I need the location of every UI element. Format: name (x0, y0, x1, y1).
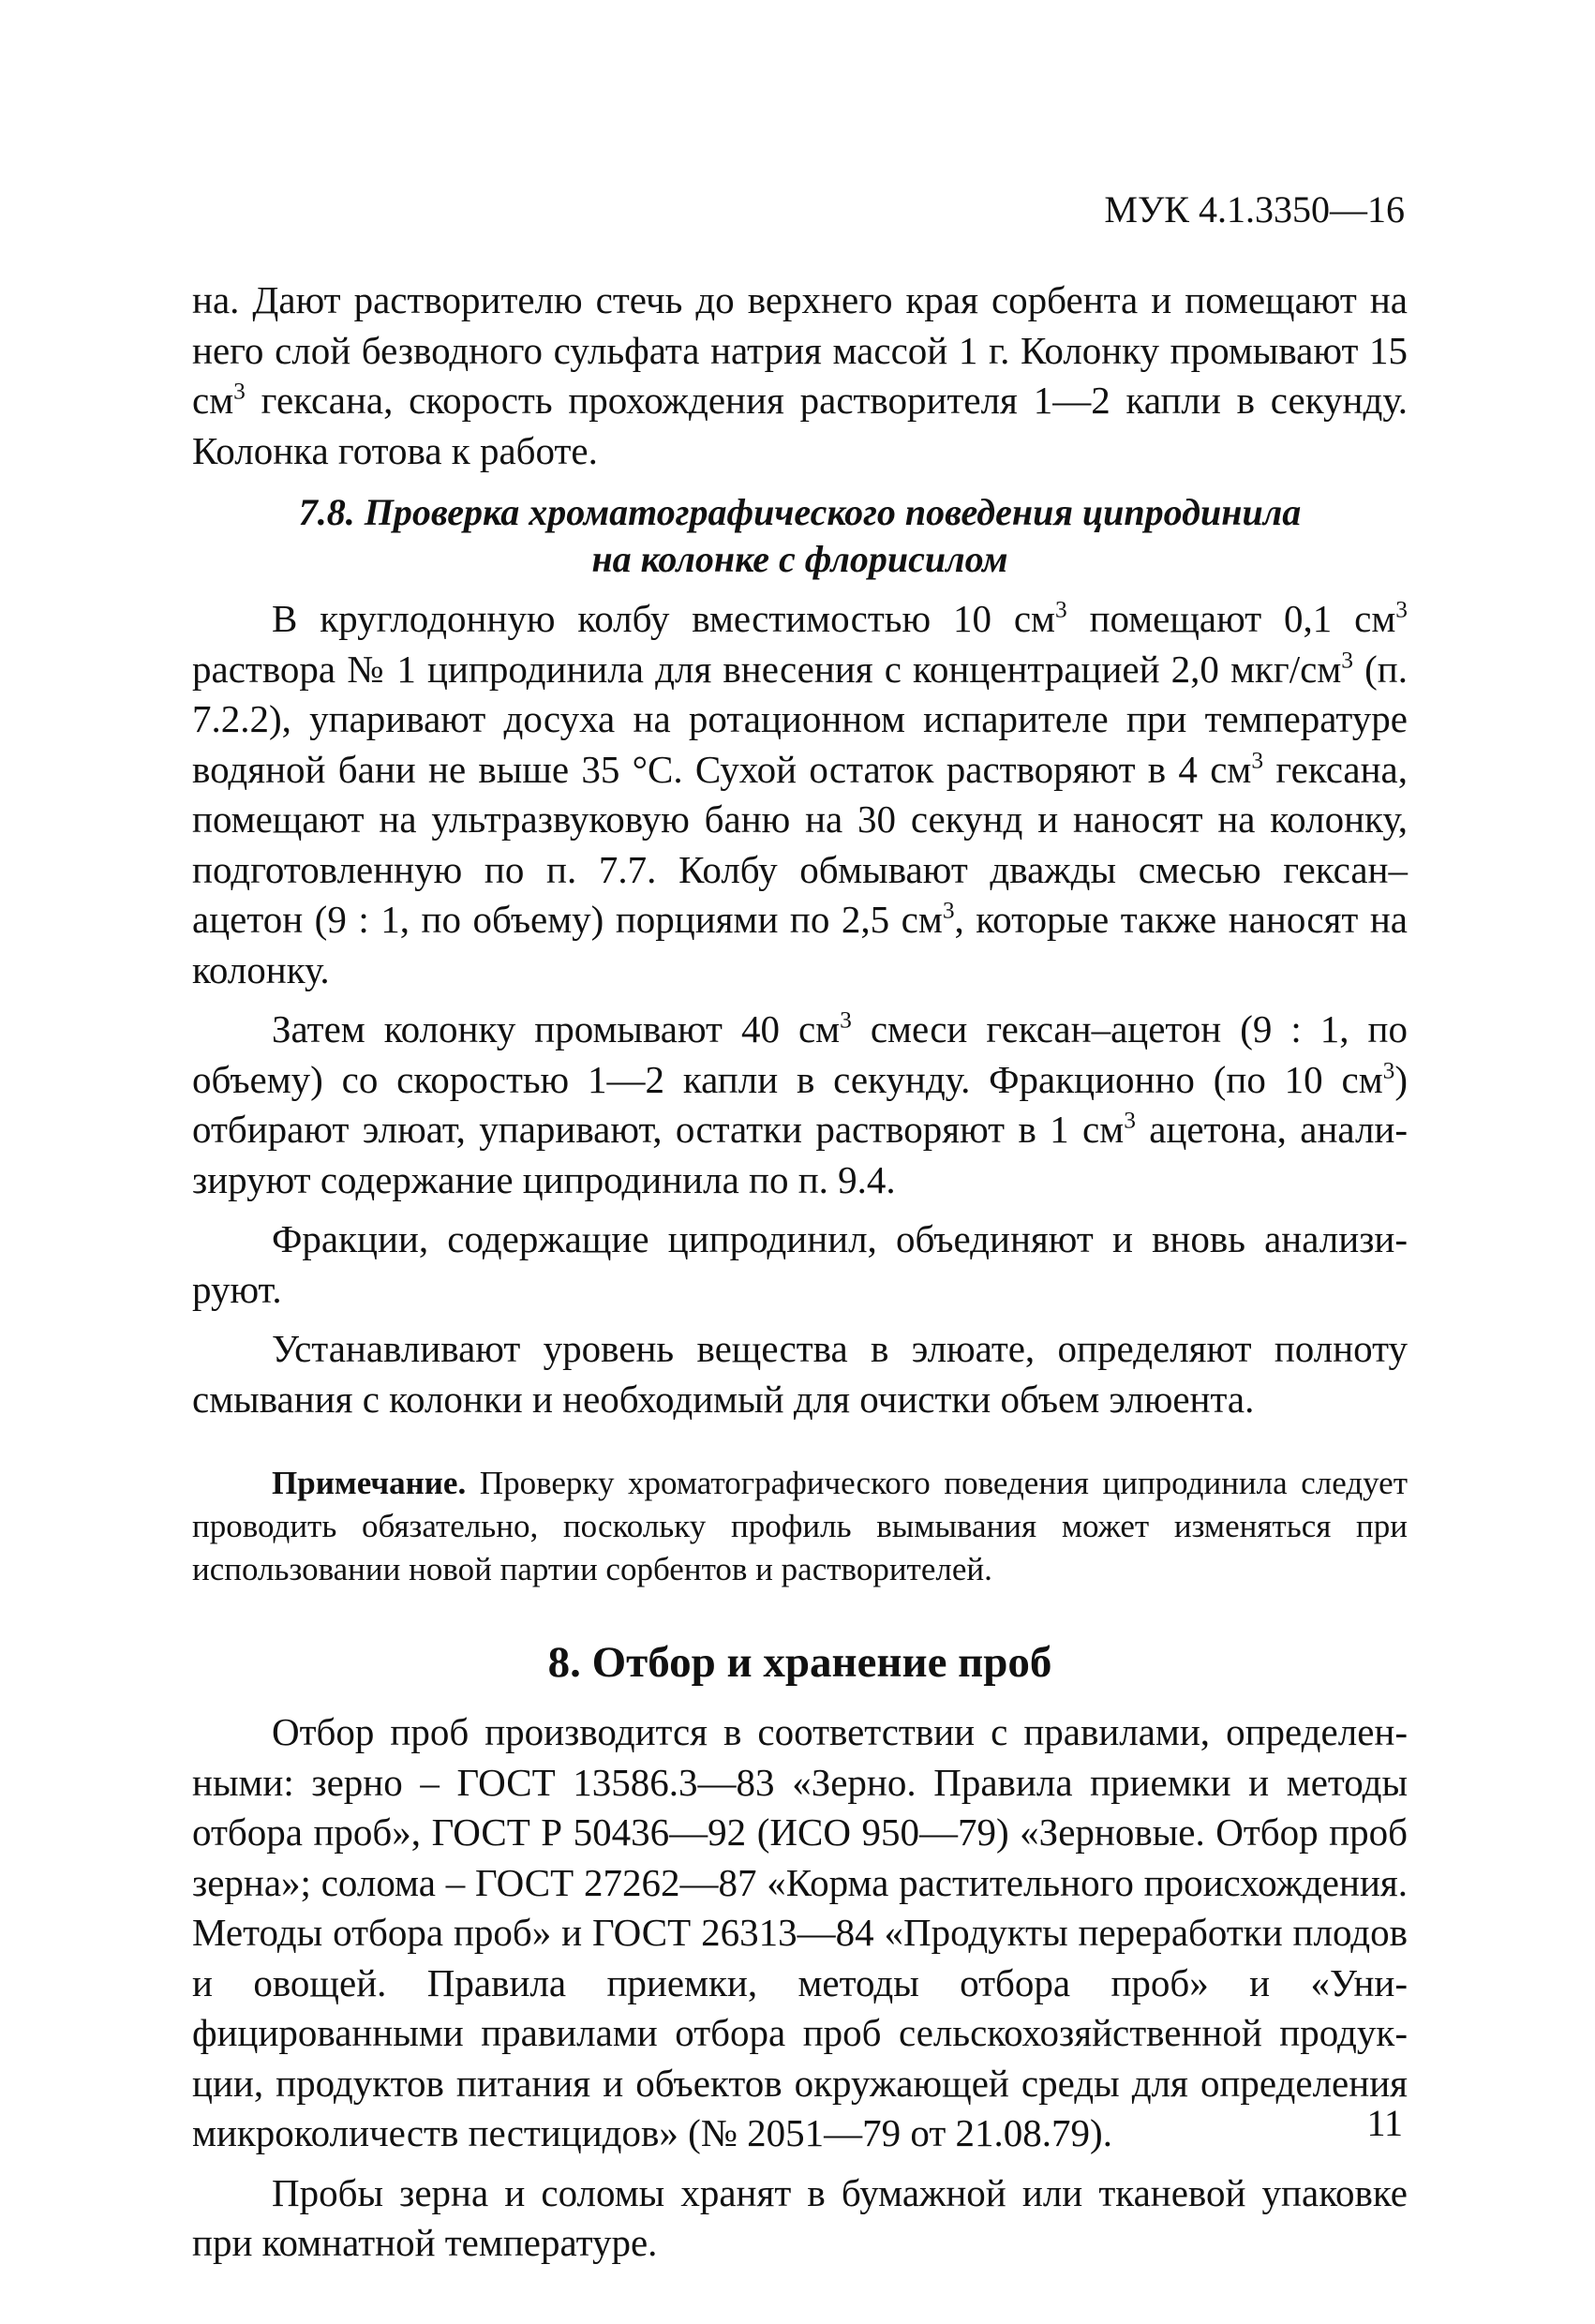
superscript: 3 (1341, 646, 1353, 673)
note-text: Проверку хроматографического поведения ципродинила следует проводить обязательно, поскольку профиль вымывания может изменяться при использовании новой партии сорбентов и растворителей. (192, 1465, 1408, 1587)
page-number: 11 (1366, 2102, 1403, 2144)
superscript: 3 (1395, 596, 1408, 623)
superscript: 3 (1124, 1107, 1136, 1134)
section-8-heading: 8. Отбор и хранение проб (547, 1638, 1052, 1687)
superscript: 3 (1054, 596, 1067, 623)
paragraph-procedure (192, 594, 1408, 995)
paragraph-elution (192, 1005, 1408, 1205)
text-run: гексана, помещают на ультразвуковую баню на 30 секунд и наносят на колонку, подготовленную по п. 7.7. Колбу обмывают дважды смесью гексан–ацетон (9 : 1, по объему) порциями по 2,5 см (192, 747, 1408, 941)
intro-paragraph (192, 276, 1408, 476)
text-run: помещают 0,1 см (1066, 597, 1396, 640)
section-7-8-heading (192, 489, 1408, 583)
text-run: смеси гексан–ацетон (9 : 1, по объему) со скоростью 1—2 капли в секунду. Фракционно (по 10 см (192, 1007, 1409, 1101)
superscript: 3 (942, 897, 955, 924)
text-run: В круглодонную колбу вместимостью 10 см (272, 597, 1055, 640)
paragraph-sampling: Отбор проб производится в соответствии с правилами, определенными: зерно – ГОСТ 13586.3—83 «Зерно. Правила приемки и методы отбора проб», ГОСТ Р 50436—92 (ИСО 950—79) «Зерновые. Отбор проб зерна»; солома – ГОСТ 27262—87 «Корма растительного происхождения. Методы отбора проб» и ГОСТ 26313—84 «Продукты переработки плодов и овощей. Правила приемки, методы отбора проб» и «Унифицированными правилами отбора проб сельскохозяйственной продукции, продуктов питания и объектов окружающей среды для определения микроколичеств пестицидов» (№ 2051—79 от 21.08.79). (192, 1710, 1408, 2154)
text-run: ) отбирают элюат, упаривают, остатки растворяют в 1 см (192, 1057, 1408, 1151)
text-run: Затем колонку промывают 40 см (272, 1007, 841, 1050)
text-run: ацетона, анализируют содержание ципродинила по п. 9.4. (192, 1108, 1408, 1201)
heading-line: 7.8. Проверка хроматографического поведения ципродинила (298, 491, 1302, 533)
text-run: раствора № 1 ципродинила для внесения с концентрацией 2,0 мкг/см (192, 647, 1342, 691)
superscript: 3 (1382, 1056, 1395, 1083)
note-label: Примечание. (272, 1465, 467, 1501)
superscript: 3 (840, 1006, 852, 1034)
note-block (192, 1462, 1408, 1591)
paragraph-fractions: Фракции, содержащие ципродинил, объединяют и вновь анализируют. (192, 1217, 1408, 1311)
superscript: 3 (1251, 746, 1264, 773)
text-run: на. Дают растворителю стечь до верхнего края сорбента и помещают на него слой безводного сульфата натрия массой 1 г. Колонку промывают 15 см (192, 278, 1408, 422)
paragraph-eluate-level: Устанавливают уровень вещества в элюате, определяют полноту смывания с колонки и необходимый для очистки объем элюента. (192, 1327, 1408, 1421)
superscript: 3 (233, 378, 246, 405)
heading-line: на колонке с флорисилом (591, 538, 1008, 580)
text-run: (п. 7.2.2), упаривают досуха на ротационном испарителе при температуре водяной бани не выше 35 °С. Сухой остаток растворяют в 4 см (192, 647, 1408, 791)
page-content (192, 276, 1408, 2269)
text-run: , которые также наносят на колонку. (192, 898, 1408, 991)
paragraph-storage: Пробы зерна и соломы хранят в бумажной или тканевой упаковке при комнатной температуре. (192, 2170, 1408, 2264)
text-run: гексана, скорость прохождения растворителя 1—2 капли в секунду. Колонка готова к работе. (192, 379, 1408, 472)
document-code: МУК 4.1.3350—16 (1104, 188, 1405, 231)
